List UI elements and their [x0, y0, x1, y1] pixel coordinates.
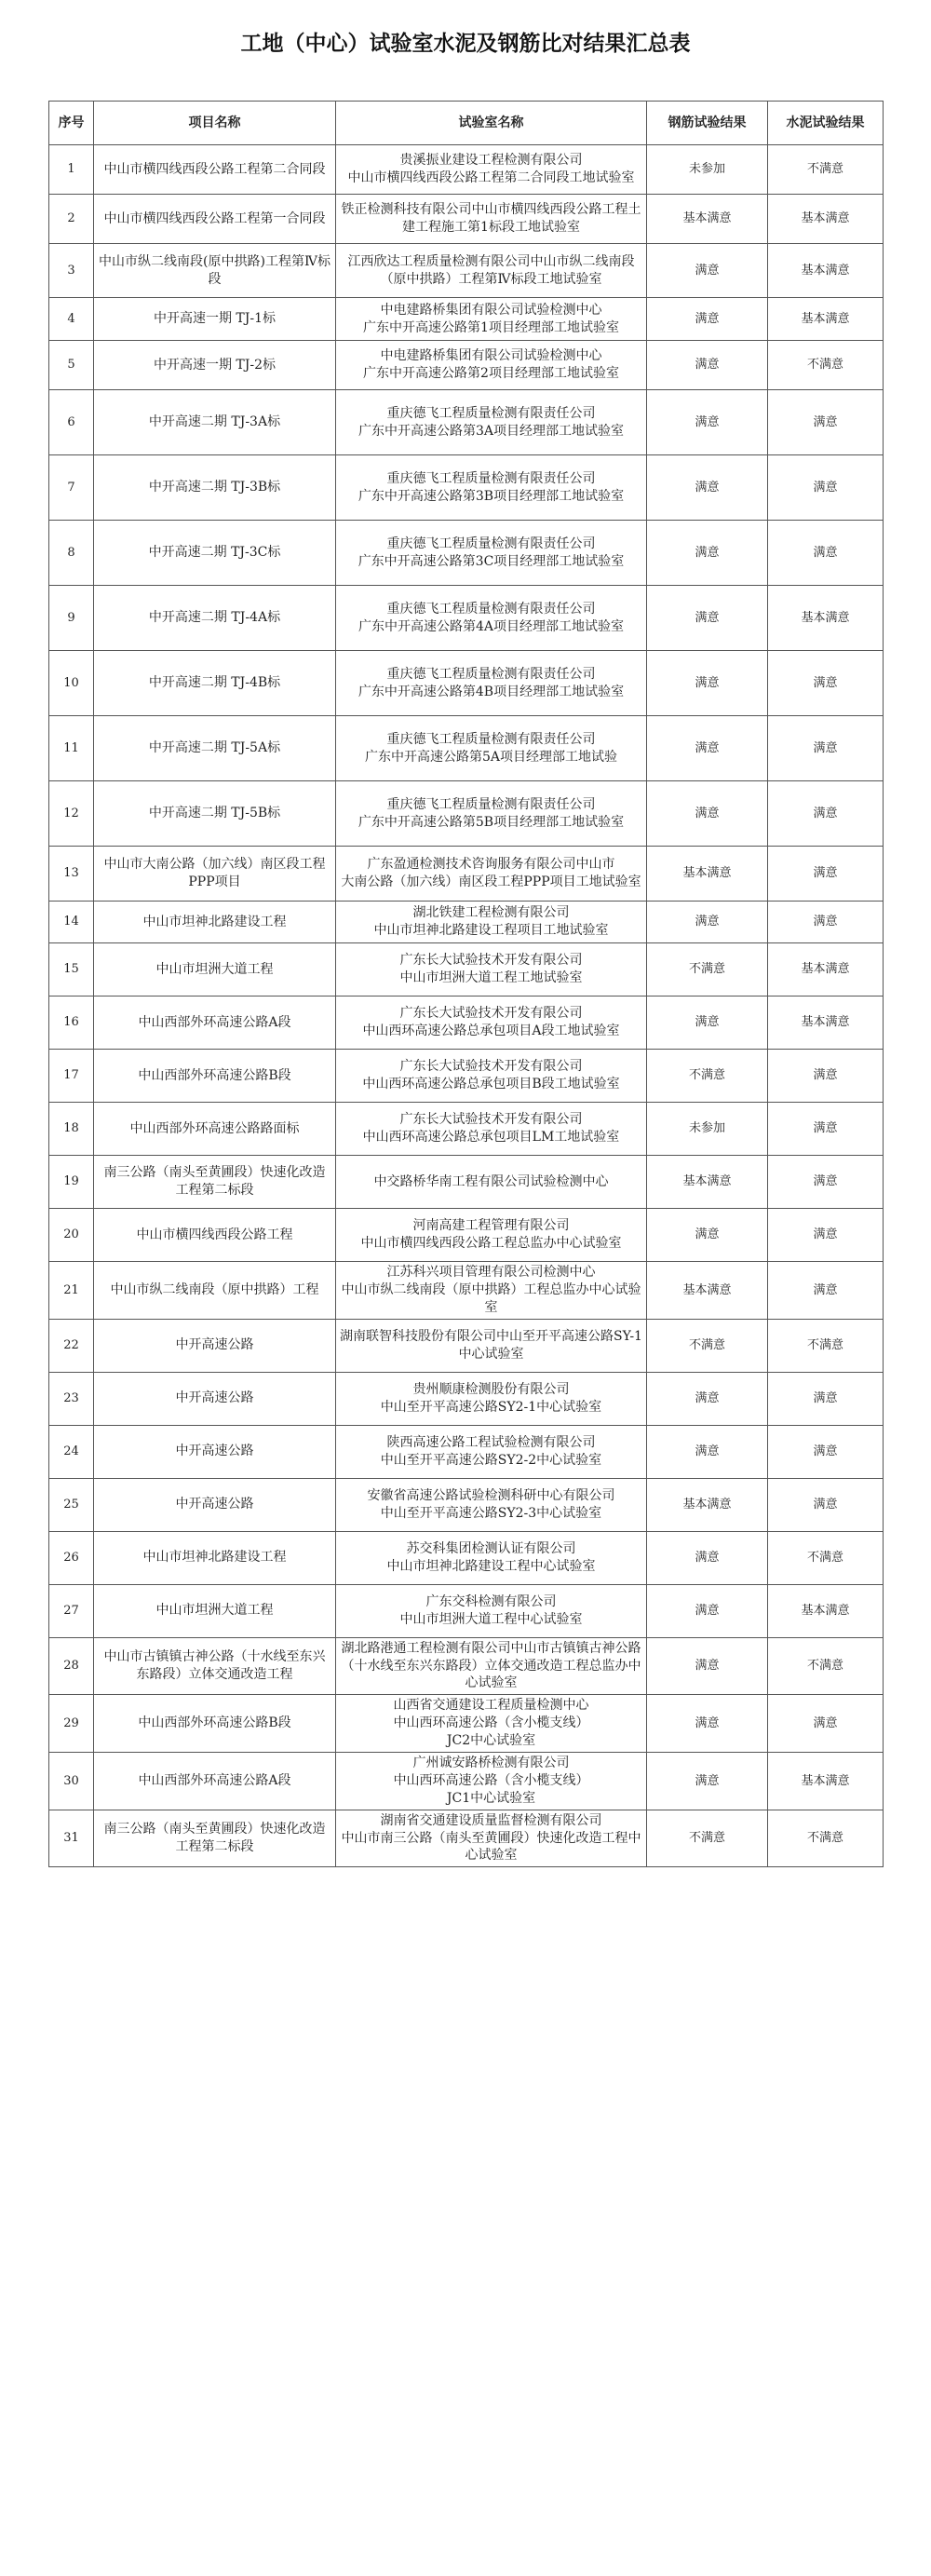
table-row — [49, 586, 884, 651]
cell-no: 28 — [49, 1637, 94, 1695]
table-row — [49, 1050, 884, 1103]
cell-cement: 满意 — [768, 1156, 884, 1209]
cell-no: 11 — [49, 716, 94, 781]
cell-project: 中开高速一期 TJ-1标 — [94, 298, 336, 341]
cell-project: 中山西部外环高速公路B段 — [94, 1695, 336, 1753]
cell-no: 5 — [49, 341, 94, 390]
cell-cement: 基本满意 — [768, 195, 884, 244]
cell-project: 中山市坦洲大道工程 — [94, 1584, 336, 1637]
cell-cement: 基本满意 — [768, 244, 884, 298]
table-row — [49, 1531, 884, 1584]
cell-steel: 不满意 — [647, 943, 768, 997]
cell-steel: 满意 — [647, 902, 768, 943]
cell-lab: 重庆德飞工程质量检测有限责任公司 广东中开高速公路第5A项目经理部工地试验 — [336, 716, 647, 781]
cell-lab: 广东长大试验技术开发有限公司 中山西环高速公路总承包项目B段工地试验室 — [336, 1050, 647, 1103]
cell-cement: 基本满意 — [768, 1584, 884, 1637]
cell-project: 中山西部外环高速公路A段 — [94, 997, 336, 1050]
cell-steel: 基本满意 — [647, 847, 768, 902]
cell-lab: 湖北铁建工程检测有限公司 中山市坦神北路建设工程项目工地试验室 — [336, 902, 647, 943]
cell-lab: 重庆德飞工程质量检测有限责任公司 广东中开高速公路第4A项目经理部工地试验室 — [336, 586, 647, 651]
cell-no: 8 — [49, 521, 94, 586]
cell-cement: 满意 — [768, 1050, 884, 1103]
cell-steel: 基本满意 — [647, 195, 768, 244]
header-lab: 试验室名称 — [336, 102, 647, 145]
table-row — [49, 1262, 884, 1320]
table-row — [49, 1695, 884, 1753]
cell-no: 7 — [49, 455, 94, 521]
cell-lab: 广东长大试验技术开发有限公司 中山市坦洲大道工程工地试验室 — [336, 943, 647, 997]
cell-lab: 中交路桥华南工程有限公司试验检测中心 — [336, 1156, 647, 1209]
cell-steel: 满意 — [647, 390, 768, 455]
cell-steel: 满意 — [647, 1531, 768, 1584]
table-row — [49, 1637, 884, 1695]
cell-steel: 满意 — [647, 1695, 768, 1753]
page-title: 工地（中心）试验室水泥及钢筋比对结果汇总表 — [240, 32, 691, 56]
cell-steel: 满意 — [647, 586, 768, 651]
table-row — [49, 1103, 884, 1156]
cell-no: 4 — [49, 298, 94, 341]
cell-project: 中开高速二期 TJ-4A标 — [94, 586, 336, 651]
table-row — [49, 341, 884, 390]
table-row — [49, 244, 884, 298]
table-row — [49, 521, 884, 586]
cell-lab: 中电建路桥集团有限公司试验检测中心 广东中开高速公路第2项目经理部工地试验室 — [336, 341, 647, 390]
cell-cement: 不满意 — [768, 1319, 884, 1372]
cell-project: 中山市大南公路（加六线）南区段工程PPP项目 — [94, 847, 336, 902]
cell-no: 27 — [49, 1584, 94, 1637]
cell-lab: 贵州顺康检测股份有限公司 中山至开平高速公路SY2-1中心试验室 — [336, 1372, 647, 1425]
cell-steel: 满意 — [647, 244, 768, 298]
cell-steel: 满意 — [647, 1209, 768, 1262]
table-header-row — [49, 102, 884, 145]
cell-project: 中山市横四线西段公路工程第二合同段 — [94, 145, 336, 195]
cell-no: 2 — [49, 195, 94, 244]
cell-cement: 不满意 — [768, 341, 884, 390]
table-row — [49, 1319, 884, 1372]
cell-cement: 满意 — [768, 1103, 884, 1156]
cell-cement: 满意 — [768, 1262, 884, 1320]
cell-steel: 满意 — [647, 651, 768, 716]
table-body — [49, 145, 884, 1867]
cell-no: 23 — [49, 1372, 94, 1425]
table-row — [49, 1584, 884, 1637]
cell-lab: 重庆德飞工程质量检测有限责任公司 广东中开高速公路第4B项目经理部工地试验室 — [336, 651, 647, 716]
cell-project: 中山市纵二线南段(原中拱路)工程第Ⅳ标段 — [94, 244, 336, 298]
cell-lab: 广州诚安路桥检测有限公司 中山西环高速公路（含小榄支线） JC1中心试验室 — [336, 1753, 647, 1810]
cell-steel: 基本满意 — [647, 1262, 768, 1320]
cell-steel: 满意 — [647, 1637, 768, 1695]
cell-cement: 基本满意 — [768, 1753, 884, 1810]
cell-cement: 满意 — [768, 902, 884, 943]
cell-lab: 苏交科集团检测认证有限公司 中山市坦神北路建设工程中心试验室 — [336, 1531, 647, 1584]
cell-lab: 湖北路港通工程检测有限公司中山市古镇镇古神公路（十水线至东兴东路段）立体交通改造工程总监办中心试验室 — [336, 1637, 647, 1695]
table-row — [49, 997, 884, 1050]
cell-lab: 重庆德飞工程质量检测有限责任公司 广东中开高速公路第3A项目经理部工地试验室 — [336, 390, 647, 455]
cell-lab: 广东盈通检测技术咨询服务有限公司中山市 大南公路（加六线）南区段工程PPP项目工地试验室 — [336, 847, 647, 902]
cell-steel: 满意 — [647, 1584, 768, 1637]
cell-project: 中开高速公路 — [94, 1478, 336, 1531]
cell-no: 18 — [49, 1103, 94, 1156]
cell-project: 中山市坦神北路建设工程 — [94, 902, 336, 943]
table-row — [49, 1156, 884, 1209]
cell-no: 17 — [49, 1050, 94, 1103]
cell-no: 26 — [49, 1531, 94, 1584]
cell-no: 10 — [49, 651, 94, 716]
cell-lab: 中电建路桥集团有限公司试验检测中心 广东中开高速公路第1项目经理部工地试验室 — [336, 298, 647, 341]
cell-lab: 重庆德飞工程质量检测有限责任公司 广东中开高速公路第3B项目经理部工地试验室 — [336, 455, 647, 521]
cell-no: 30 — [49, 1753, 94, 1810]
cell-no: 21 — [49, 1262, 94, 1320]
cell-cement: 满意 — [768, 1425, 884, 1478]
cell-project: 中山西部外环高速公路路面标 — [94, 1103, 336, 1156]
cell-steel: 满意 — [647, 298, 768, 341]
cell-steel: 未参加 — [647, 1103, 768, 1156]
cell-steel: 基本满意 — [647, 1478, 768, 1531]
cell-lab: 江西欣达工程质量检测有限公司中山市纵二线南段（原中拱路）工程第Ⅳ标段工地试验室 — [336, 244, 647, 298]
cell-steel: 不满意 — [647, 1319, 768, 1372]
table-row — [49, 1810, 884, 1867]
cell-steel: 满意 — [647, 341, 768, 390]
cell-cement: 满意 — [768, 390, 884, 455]
cell-lab: 铁正检测科技有限公司中山市横四线西段公路工程土建工程施工第1标段工地试验室 — [336, 195, 647, 244]
cell-project: 中山市横四线西段公路工程第一合同段 — [94, 195, 336, 244]
cell-cement: 不满意 — [768, 1531, 884, 1584]
header-project: 项目名称 — [94, 102, 336, 145]
cell-cement: 满意 — [768, 1209, 884, 1262]
cell-lab: 湖南省交通建设质量监督检测有限公司 中山市南三公路（南头至黄圃段）快速化改造工程中心试验室 — [336, 1810, 647, 1867]
table-row — [49, 716, 884, 781]
cell-lab: 广东长大试验技术开发有限公司 中山西环高速公路总承包项目A段工地试验室 — [336, 997, 647, 1050]
cell-steel: 满意 — [647, 781, 768, 847]
cell-project: 中山市古镇镇古神公路（十水线至东兴东路段）立体交通改造工程 — [94, 1637, 336, 1695]
cell-cement: 基本满意 — [768, 943, 884, 997]
header-cement: 水泥试验结果 — [768, 102, 884, 145]
cell-steel: 不满意 — [647, 1050, 768, 1103]
cell-steel: 满意 — [647, 521, 768, 586]
table-row — [49, 298, 884, 341]
table-row — [49, 195, 884, 244]
cell-lab: 陕西高速公路工程试验检测有限公司 中山至开平高速公路SY2-2中心试验室 — [336, 1425, 647, 1478]
cell-cement: 满意 — [768, 1372, 884, 1425]
table-row — [49, 1478, 884, 1531]
cell-cement: 满意 — [768, 521, 884, 586]
cell-no: 15 — [49, 943, 94, 997]
cell-project: 中开高速一期 TJ-2标 — [94, 341, 336, 390]
cell-no: 1 — [49, 145, 94, 195]
cell-lab: 河南高建工程管理有限公司 中山市横四线西段公路工程总监办中心试验室 — [336, 1209, 647, 1262]
cell-cement: 基本满意 — [768, 586, 884, 651]
cell-cement: 满意 — [768, 651, 884, 716]
cell-project: 中开高速公路 — [94, 1425, 336, 1478]
header-no: 序号 — [49, 102, 94, 145]
cell-no: 24 — [49, 1425, 94, 1478]
cell-no: 3 — [49, 244, 94, 298]
table-row — [49, 943, 884, 997]
cell-lab: 安徽省高速公路试验检测科研中心有限公司 中山至开平高速公路SY2-3中心试验室 — [336, 1478, 647, 1531]
cell-cement: 不满意 — [768, 1637, 884, 1695]
cell-no: 31 — [49, 1810, 94, 1867]
cell-steel: 满意 — [647, 1753, 768, 1810]
cell-project: 中山市纵二线南段（原中拱路）工程 — [94, 1262, 336, 1320]
cell-project: 中开高速二期 TJ-5A标 — [94, 716, 336, 781]
cell-project: 中开高速二期 TJ-3C标 — [94, 521, 336, 586]
cell-steel: 满意 — [647, 455, 768, 521]
cell-project: 中开高速公路 — [94, 1372, 336, 1425]
table-row — [49, 145, 884, 195]
cell-cement: 不满意 — [768, 1810, 884, 1867]
cell-project: 中山市横四线西段公路工程 — [94, 1209, 336, 1262]
cell-cement: 满意 — [768, 1695, 884, 1753]
cell-no: 19 — [49, 1156, 94, 1209]
cell-cement: 满意 — [768, 716, 884, 781]
cell-steel: 基本满意 — [647, 1156, 768, 1209]
cell-project: 中开高速二期 TJ-3B标 — [94, 455, 336, 521]
cell-steel: 未参加 — [647, 145, 768, 195]
table-row — [49, 902, 884, 943]
cell-no: 22 — [49, 1319, 94, 1372]
cell-no: 20 — [49, 1209, 94, 1262]
cell-cement: 基本满意 — [768, 298, 884, 341]
cell-lab: 山西省交通建设工程质量检测中心 中山西环高速公路（含小榄支线） JC2中心试验室 — [336, 1695, 647, 1753]
cell-project: 南三公路（南头至黄圃段）快速化改造工程第二标段 — [94, 1810, 336, 1867]
cell-no: 16 — [49, 997, 94, 1050]
cell-project: 中开高速公路 — [94, 1319, 336, 1372]
table-row — [49, 1425, 884, 1478]
cell-lab: 湖南联智科技股份有限公司中山至开平高速公路SY-1中心试验室 — [336, 1319, 647, 1372]
cell-no: 29 — [49, 1695, 94, 1753]
table-row — [49, 390, 884, 455]
cell-lab: 重庆德飞工程质量检测有限责任公司 广东中开高速公路第5B项目经理部工地试验室 — [336, 781, 647, 847]
table-row — [49, 1209, 884, 1262]
table-row — [49, 651, 884, 716]
cell-lab: 重庆德飞工程质量检测有限责任公司 广东中开高速公路第3C项目经理部工地试验室 — [336, 521, 647, 586]
header-steel: 钢筋试验结果 — [647, 102, 768, 145]
cell-project: 中山西部外环高速公路B段 — [94, 1050, 336, 1103]
cell-cement: 基本满意 — [768, 997, 884, 1050]
cell-steel: 满意 — [647, 1372, 768, 1425]
cell-steel: 满意 — [647, 1425, 768, 1478]
cell-lab: 广东长大试验技术开发有限公司 中山西环高速公路总承包项目LM工地试验室 — [336, 1103, 647, 1156]
cell-cement: 满意 — [768, 847, 884, 902]
cell-project: 中开高速二期 TJ-5B标 — [94, 781, 336, 847]
cell-no: 14 — [49, 902, 94, 943]
table-row — [49, 781, 884, 847]
cell-project: 中山西部外环高速公路A段 — [94, 1753, 336, 1810]
cell-project: 南三公路（南头至黄圃段）快速化改造工程第二标段 — [94, 1156, 336, 1209]
cell-no: 12 — [49, 781, 94, 847]
cell-steel: 满意 — [647, 716, 768, 781]
cell-steel: 满意 — [647, 997, 768, 1050]
cell-no: 6 — [49, 390, 94, 455]
cell-no: 25 — [49, 1478, 94, 1531]
cell-cement: 不满意 — [768, 145, 884, 195]
cell-cement: 满意 — [768, 1478, 884, 1531]
cell-no: 9 — [49, 586, 94, 651]
cell-lab: 贵溪振业建设工程检测有限公司 中山市横四线西段公路工程第二合同段工地试验室 — [336, 145, 647, 195]
cell-steel: 不满意 — [647, 1810, 768, 1867]
table-row — [49, 1753, 884, 1810]
cell-project: 中开高速二期 TJ-3A标 — [94, 390, 336, 455]
table-row — [49, 847, 884, 902]
cell-cement: 满意 — [768, 455, 884, 521]
results-table — [48, 101, 884, 1867]
cell-no: 13 — [49, 847, 94, 902]
table-row — [49, 1372, 884, 1425]
cell-project: 中开高速二期 TJ-4B标 — [94, 651, 336, 716]
cell-project: 中山市坦神北路建设工程 — [94, 1531, 336, 1584]
cell-cement: 满意 — [768, 781, 884, 847]
table-row — [49, 455, 884, 521]
cell-lab: 江苏科兴项目管理有限公司检测中心 中山市纵二线南段（原中拱路）工程总监办中心试验室 — [336, 1262, 647, 1320]
cell-project: 中山市坦洲大道工程 — [94, 943, 336, 997]
cell-lab: 广东交科检测有限公司 中山市坦洲大道工程中心试验室 — [336, 1584, 647, 1637]
